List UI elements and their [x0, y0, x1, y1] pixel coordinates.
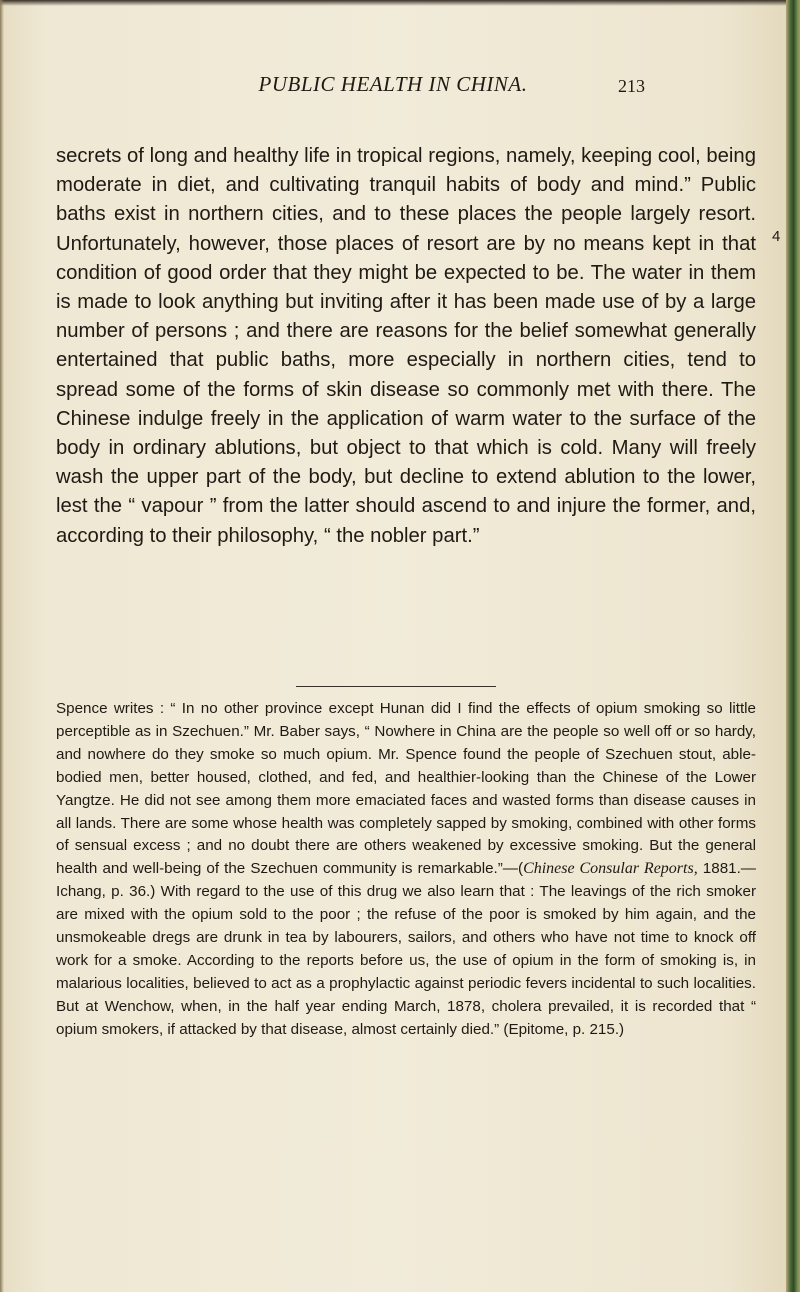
page-left-edge — [0, 0, 4, 1292]
body-paragraph: secrets of long and healthy life in tropical regions, namely, keeping cool, being moderate in diet, and cultivating tranquil habits of body and mind.” Public baths exist in northern cities, and to these places the people largely resort. Unfortunately, however, those places of resort are by no means kept in that condition of good order that they might be expected to be. The water in them is made to look anything but inviting after it has been made use of by a large number of persons ; and there are reasons for the belief somewhat generally entertained that public baths, more especially in northern cities, tend to spread some of the forms of skin disease so commonly met with there. The Chinese indulge freely in the application of warm water to the surface of the body in ordinary ablutions, but object to that which is cold. Many will freely wash the upper part of the body, but decline to extend ablution to the lower, lest the “ vapour ” from the latter should ascend to and injure the former, and, according to their philosophy, “ the nobler part.” — [56, 145, 756, 547]
footnote-text-before: Spence writes : “ In no other province except Hunan did I find the effects of opium smoking so little perceptible as in Szechuen.” Mr. Baber says, “ Nowhere in China are the people so well off or so hardy, and nowhere do they smoke so much opium. Mr. Spence found the people of Szechuen stout, able-bodied men, better housed, clothed, and fed, and healthier-looking than the Chinese of the Lower Yangtze. He did not see among them more emaciated faces and wasted forms than disease causes in all lands. There are some whose health was completely sapped by smoking, combined with other forms of sensual excess ; and no doubt there are others weakened by excessive smoking. But the general health and well-being of the Szechuen community is remarkable.”—( — [56, 700, 756, 878]
footnote — [56, 698, 756, 1042]
page-top-shadow — [0, 0, 786, 6]
margin-note: 4 — [772, 228, 781, 245]
footnote-text-after: 1881.—Ichang, p. 36.) With regard to the use of this drug we also learn that : The leavings of the rich smoker are mixed with the opium sold to the poor ; the refuse of the poor is smoked by him again, and the unsmokeable dregs are drunk in tea by labourers, sailors, and others who have not time to knock off work for a smoke. According to the reports before us, the use of opium in the form of smoking is, in malarious localities, believed to act as a prophylactic against periodic fevers incidental to such localities. But at Wenchow, when, in the half year ending March, 1878, cholera prevailed, it is recorded that “ opium smokers, if attacked by that disease, almost certainly died.” (Epitome, p. 215.) — [56, 860, 756, 1038]
page-header — [0, 72, 786, 102]
book-spine-edge — [786, 0, 800, 1292]
footnote-paragraph — [56, 698, 756, 1042]
running-head: PUBLIC HEALTH IN CHINA. — [258, 72, 528, 96]
footnote-citation-title: Chinese Consular Reports, — [523, 860, 698, 878]
main-text — [56, 142, 756, 551]
page-number: 213 — [618, 76, 645, 96]
footnote-separator-rule — [296, 686, 496, 687]
